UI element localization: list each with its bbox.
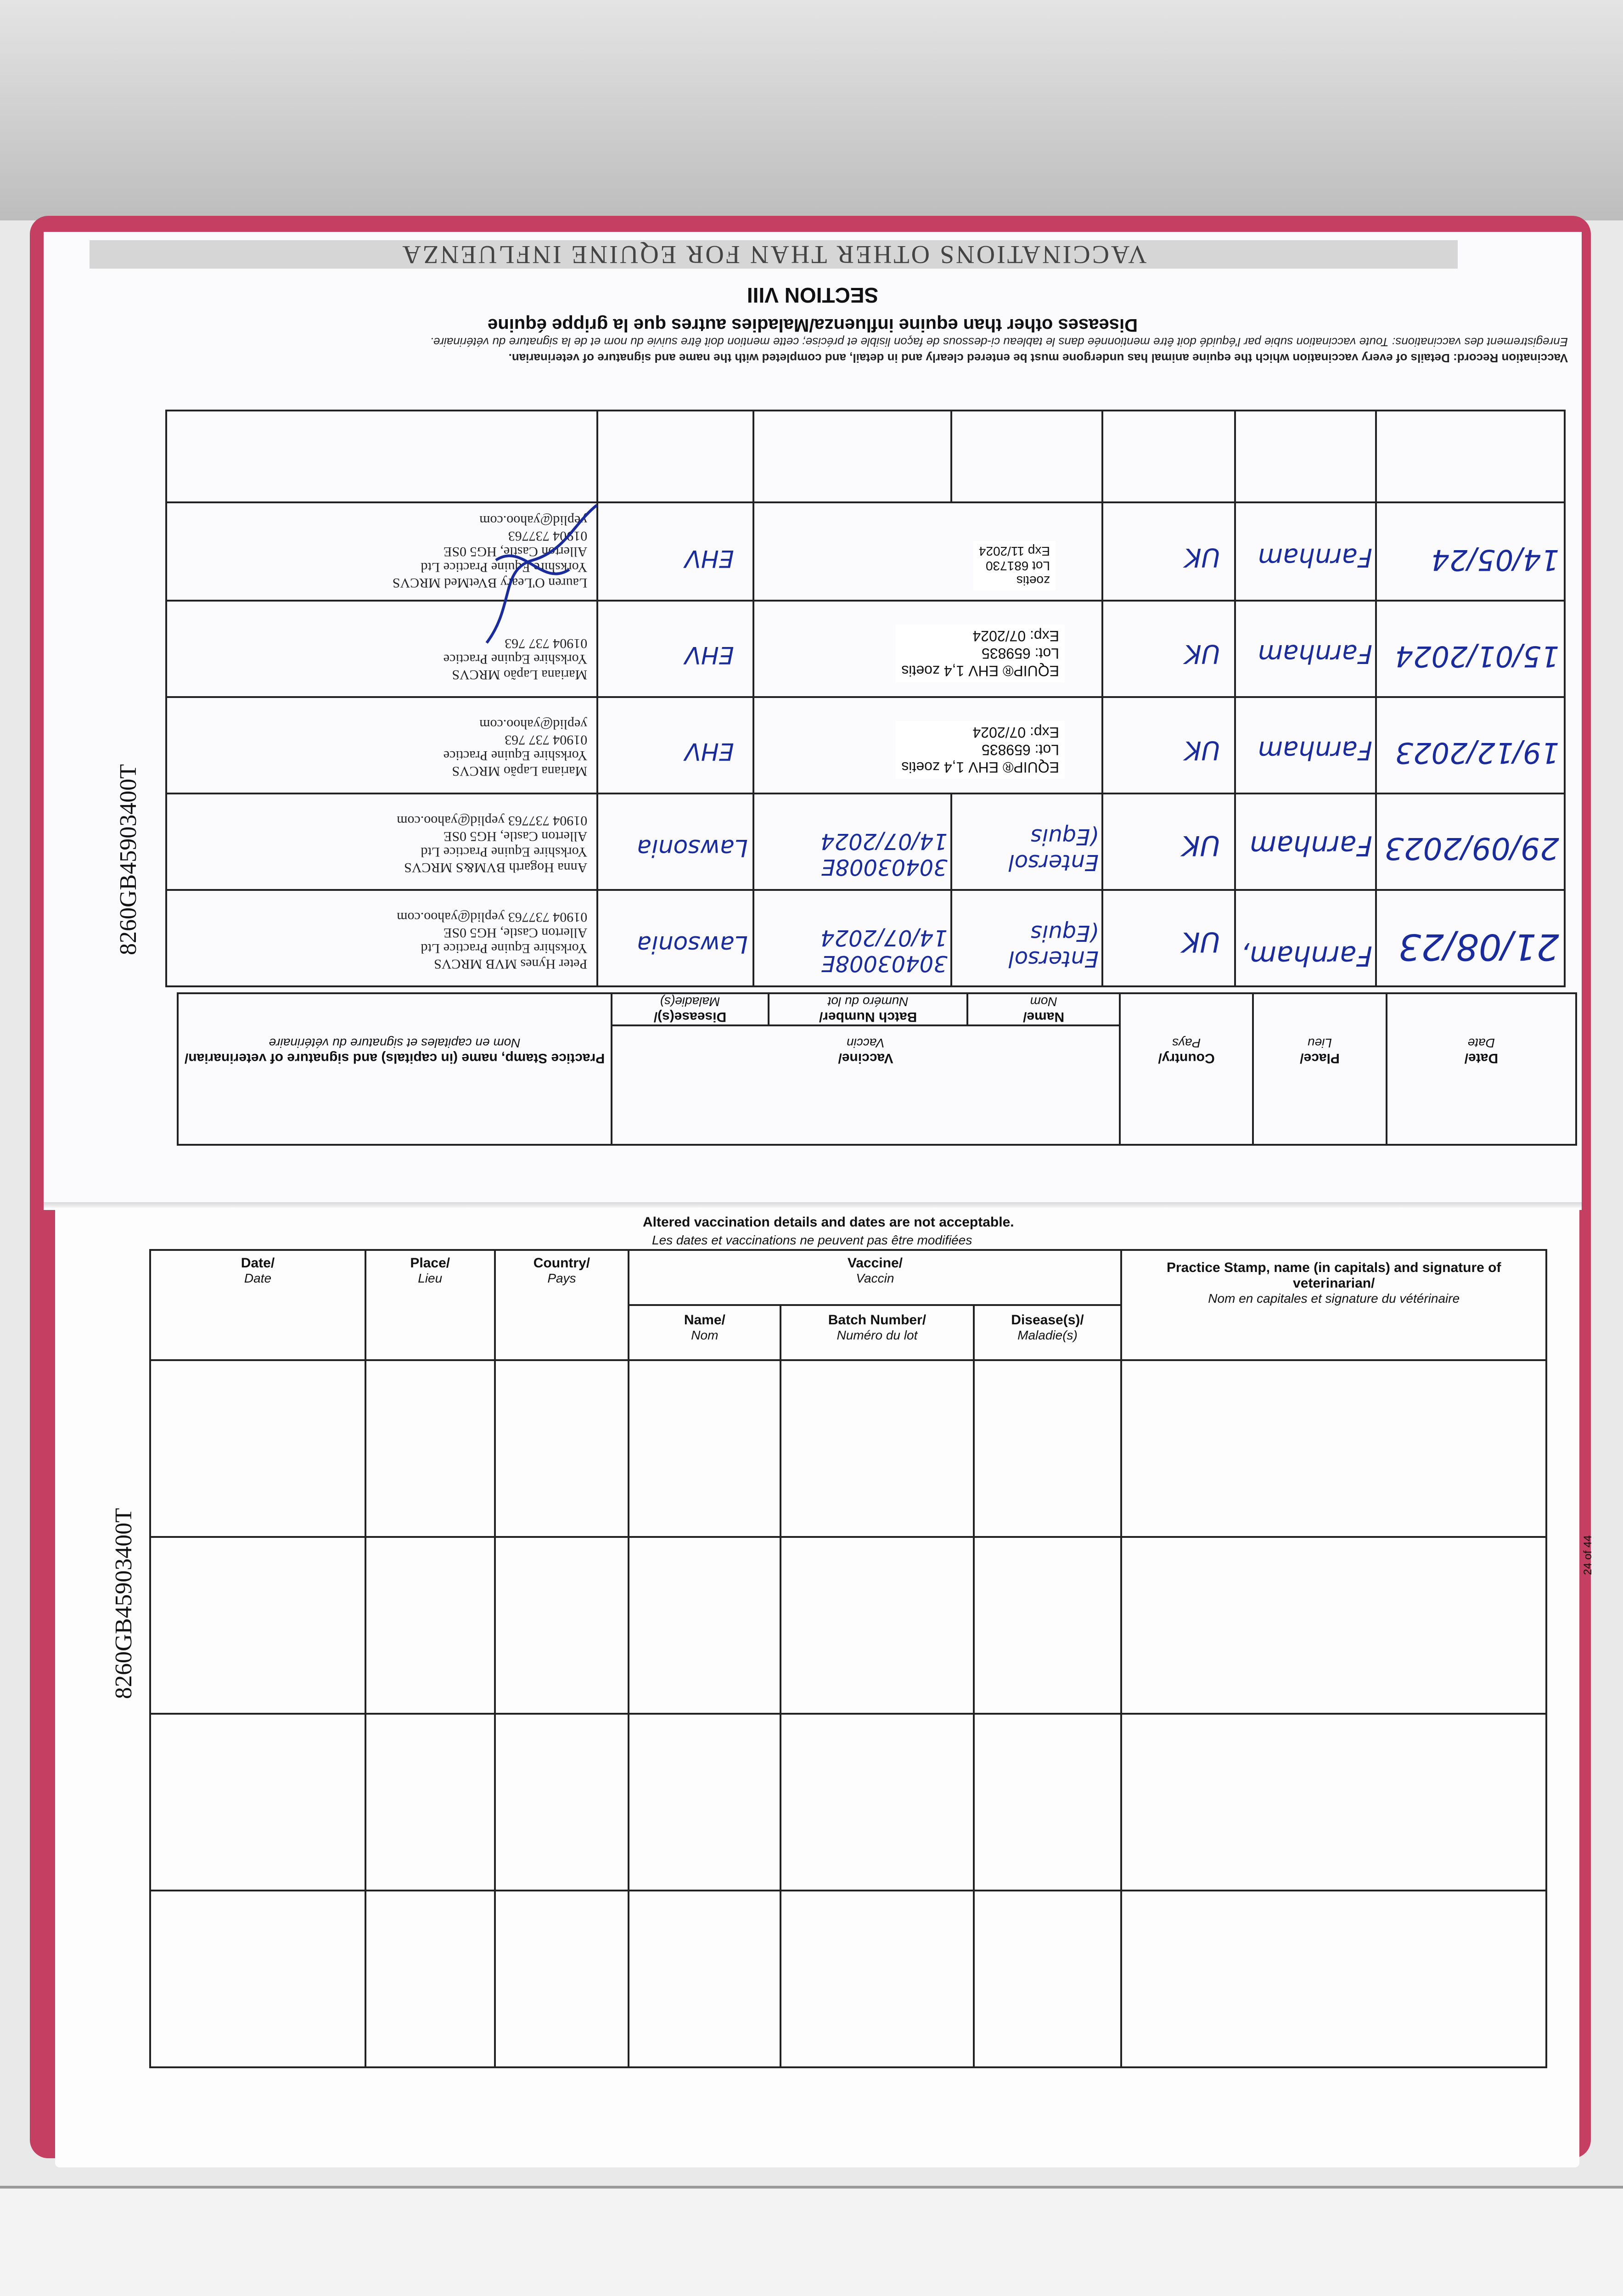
row5-vaccine-label: zoetis Lot 681730 Exp 11/2024 bbox=[973, 541, 1056, 591]
section-title: SECTION VIII bbox=[747, 283, 879, 307]
row4-vaccine-label: EQUIP® EHV 1,4 zoetis Lot: 659835 Exp: 07/2024 bbox=[896, 625, 1065, 682]
upper-header-disease: Disease(s)/ Maladie(s) bbox=[612, 993, 769, 1025]
row1-disease: Lawsonia bbox=[637, 930, 748, 958]
row1-practice-stamp: Peter Hynes MVB MRCVS Yorkshire Equine Practice Ltd Allerton Castle, HG5 0SE 01904 737763 yeplid@yahoo.com bbox=[397, 910, 588, 972]
row2-practice-stamp: Anna Hogarth BVM&S MRCVS Yorkshire Equine Practice Ltd Allerton Castle, HG5 0SE 01904 737763 yeplid@yahoo.com bbox=[397, 813, 588, 875]
notice-text-fr: Les dates et vaccinations ne peuvent pas être modifiées bbox=[652, 1233, 972, 1247]
lower-vaccination-table bbox=[149, 1249, 1547, 2068]
table-row bbox=[166, 502, 1565, 601]
upper-vaccination-table bbox=[177, 992, 1577, 1146]
lower-header-date: Date/ Date bbox=[150, 1250, 365, 1360]
upper-header-batch: Batch Number/ Numéro du lot bbox=[769, 993, 968, 1025]
table-row bbox=[166, 601, 1565, 697]
page-number: 24 of 44 bbox=[1582, 1535, 1594, 1575]
row5-disease: EHV bbox=[685, 545, 734, 572]
upper-header-name: Name/ Nom bbox=[967, 993, 1119, 1025]
upper-banner: VACCINATIONS OTHER THAN FOR EQUINE INFLUENZA bbox=[90, 240, 1458, 269]
row1-batch: 30403008E 14/07/2024 bbox=[820, 925, 948, 976]
row3-vaccine-label: EQUIP® EHV 1,4 zoetis Lot: 659835 Exp: 07/2024 bbox=[896, 721, 1065, 779]
row3-date: 19/12/2023 bbox=[1395, 736, 1559, 770]
scan-background bbox=[0, 0, 1623, 220]
row2-batch: 30403008E 14/07/2024 bbox=[820, 828, 948, 880]
lower-header-name: Name/ Nom bbox=[629, 1305, 781, 1360]
row4-disease: EHV bbox=[685, 641, 734, 669]
row4-date: 15/01/2024 bbox=[1395, 640, 1559, 673]
table-row bbox=[150, 1537, 1546, 1714]
table-row bbox=[150, 1714, 1546, 1891]
row3-practice-stamp: Mariana Lapão MRCVS Yorkshire Equine Practice 01904 737 763 yeplid@yahoo.com bbox=[443, 717, 588, 779]
row3-country: UK bbox=[1184, 735, 1220, 765]
signature-scribbles bbox=[459, 468, 652, 661]
record-text-fr: Enregistrement des vaccinations: Toute vaccination subie par l'équidé doit être mentionnée dans le tableau ci-dessous de façon lisible et précise; cette mention doit être suivie du nom et de la signature du vétérinaire. bbox=[430, 335, 1568, 349]
lower-header-batch: Batch Number/ Numéro du lot bbox=[781, 1305, 973, 1360]
scan-bottom-edge bbox=[0, 2186, 1623, 2296]
record-text-en: Vaccination Record: Details of every vaccination which the equine animal has undergone must be entered clearly and in detail, and completed with the name and signature of veterinarian. bbox=[508, 351, 1568, 365]
row2-country: UK bbox=[1182, 829, 1220, 861]
table-row bbox=[166, 697, 1565, 793]
row1-place: Farnham, bbox=[1241, 940, 1372, 972]
passport-number-lower: 8260GB45903400T bbox=[111, 1508, 137, 1699]
row2-disease: Lawsonia bbox=[637, 834, 748, 861]
lower-header-disease: Disease(s)/ Maladie(s) bbox=[974, 1305, 1122, 1360]
lower-header-country: Country/ Pays bbox=[495, 1250, 629, 1360]
row4-country: UK bbox=[1184, 639, 1220, 669]
row5-place: Farnham bbox=[1258, 542, 1372, 572]
table-row bbox=[166, 890, 1565, 986]
upper-rows-table bbox=[165, 410, 1566, 987]
row5-date: 14/05/24 bbox=[1431, 543, 1559, 577]
row2-vaccine-name: Entersol (Equis bbox=[1008, 824, 1099, 875]
table-row bbox=[150, 1891, 1546, 2067]
row4-practice-stamp: Mariana Lapão MRCVS Yorkshire Equine Practice 01904 737 763 bbox=[443, 636, 588, 682]
row1-country: UK bbox=[1182, 926, 1220, 958]
row2-date: 29/09/2023 bbox=[1384, 831, 1559, 866]
lower-header-vaccine: Vaccine/ Vaccin bbox=[629, 1250, 1121, 1305]
row5-practice-stamp: Lauren O'Leary BVetMed MRCVS Yorkshire Equine Practice Ltd Allerton Castle, HG5 0SE 01904 737763 yeplid@yahoo.com bbox=[392, 513, 588, 591]
upper-header-place: Place/ Lieu bbox=[1253, 993, 1386, 1145]
upper-header-date: Date/ Date bbox=[1387, 993, 1576, 1145]
upper-rows bbox=[165, 321, 1566, 987]
row1-date: 21/08/23 bbox=[1398, 926, 1559, 967]
lower-header-place: Place/ Lieu bbox=[365, 1250, 495, 1360]
row1-vaccine-name: Entersol (Equis bbox=[1008, 920, 1099, 972]
row2-place: Farnham bbox=[1249, 829, 1372, 861]
table-row bbox=[166, 793, 1565, 890]
section-subtitle: Diseases other than equine influenza/Maladies autres que la grippe équine bbox=[488, 315, 1138, 335]
row4-place: Farnham bbox=[1258, 639, 1372, 669]
row5-country: UK bbox=[1184, 542, 1220, 572]
upper-header-vaccine: Vaccine/ Vaccin bbox=[612, 1025, 1120, 1145]
table-row bbox=[150, 1360, 1546, 1537]
row3-place: Farnham bbox=[1258, 735, 1372, 765]
table-row-empty bbox=[166, 411, 1565, 502]
notice-text: Altered vaccination details and dates are not acceptable. bbox=[643, 1215, 1014, 1230]
upper-header-country: Country/ Pays bbox=[1120, 993, 1253, 1145]
row3-disease: EHV bbox=[685, 737, 734, 765]
upper-header-stamp: Practice Stamp, name (in capitals) and signature of veterinarian/ Nom en capitales et signature du vétérinaire bbox=[178, 993, 612, 1145]
passport-number-upper: 8260GB45903400T bbox=[115, 764, 141, 955]
lower-header-stamp: Practice Stamp, name (in capitals) and signature of veterinarian/ Nom en capitales et signature du vétérinaire bbox=[1121, 1250, 1546, 1360]
